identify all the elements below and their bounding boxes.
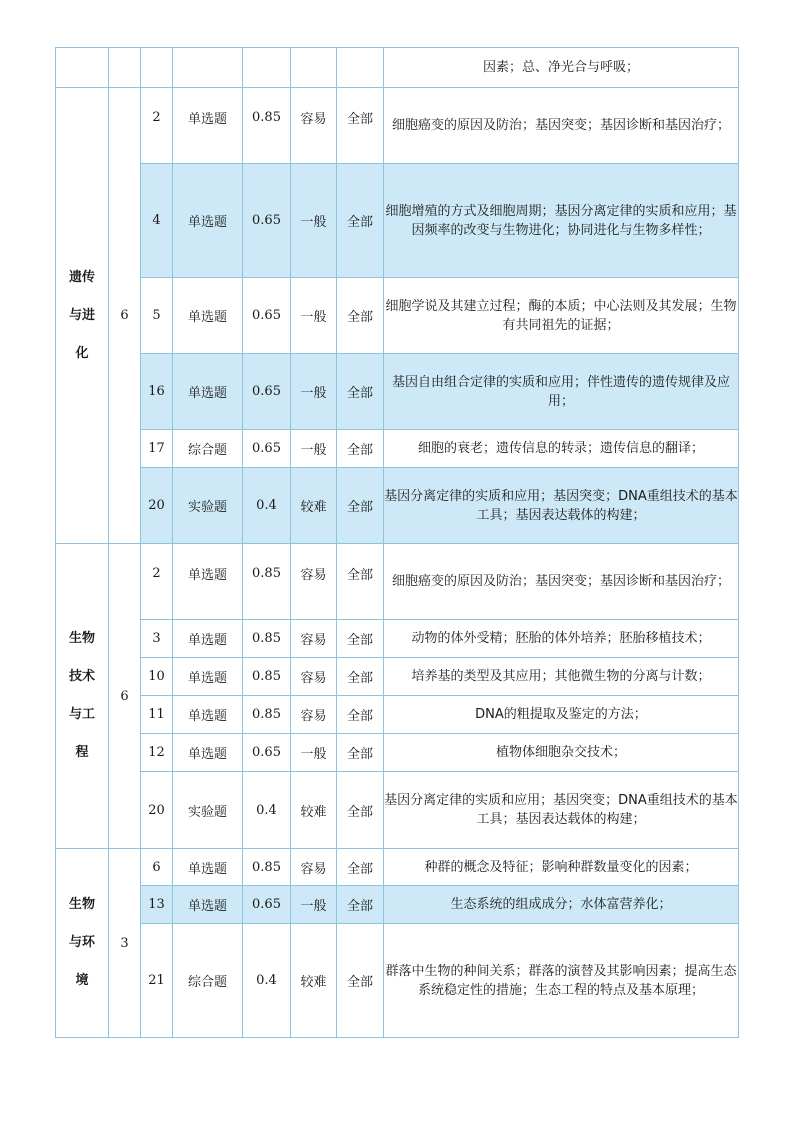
category-cell — [56, 88, 109, 544]
question-type-cell: 单选题 — [173, 88, 243, 164]
difficulty-cell: 一般 — [291, 354, 337, 430]
question-type-cell: 单选题 — [173, 544, 243, 620]
difficulty-value-cell: 0.65 — [243, 430, 291, 468]
knowledge-points-cell: 培养基的类型及其应用；其他微生物的分离与计数； — [384, 658, 739, 696]
question-number-cell: 3 — [141, 620, 173, 658]
difficulty-cell: 较难 — [291, 772, 337, 849]
knowledge-points-cell: 基因自由组合定律的实质和应用；伴性遗传的遗传规律及应用； — [384, 354, 739, 430]
difficulty-value-cell: 0.65 — [243, 354, 291, 430]
difficulty-value-cell: 0.65 — [243, 278, 291, 354]
knowledge-points-cell: 生态系统的组成成分；水体富营养化； — [384, 886, 739, 924]
question-analysis-table — [55, 47, 739, 1038]
question-type-cell — [173, 48, 243, 88]
category-cell — [56, 849, 109, 1038]
category-label: 生物技术与工程 — [68, 631, 95, 760]
difficulty-value-cell: 0.85 — [243, 88, 291, 164]
difficulty-value-cell: 0.4 — [243, 468, 291, 544]
scope-cell: 全部 — [337, 354, 384, 430]
difficulty-cell: 一般 — [291, 734, 337, 772]
difficulty-value-cell: 0.65 — [243, 734, 291, 772]
total-cell — [109, 48, 141, 88]
difficulty-cell: 一般 — [291, 278, 337, 354]
scope-cell: 全部 — [337, 620, 384, 658]
total-cell: 3 — [109, 849, 141, 1038]
table-row — [56, 468, 739, 544]
difficulty-value-cell: 0.85 — [243, 849, 291, 886]
difficulty-cell: 容易 — [291, 620, 337, 658]
scope-cell: 全部 — [337, 886, 384, 924]
question-type-cell: 单选题 — [173, 164, 243, 278]
question-type-cell: 单选题 — [173, 354, 243, 430]
difficulty-cell: 容易 — [291, 544, 337, 620]
question-number-cell: 10 — [141, 658, 173, 696]
question-number-cell: 2 — [141, 544, 173, 620]
table-row — [56, 430, 739, 468]
difficulty-value-cell: 0.65 — [243, 164, 291, 278]
difficulty-cell: 一般 — [291, 164, 337, 278]
question-type-cell: 单选题 — [173, 658, 243, 696]
question-number-cell: 21 — [141, 924, 173, 1038]
scope-cell — [337, 48, 384, 88]
question-number-cell: 2 — [141, 88, 173, 164]
table-row — [56, 696, 739, 734]
scope-cell: 全部 — [337, 430, 384, 468]
difficulty-value-cell: 0.4 — [243, 924, 291, 1038]
scope-cell: 全部 — [337, 278, 384, 354]
difficulty-cell — [291, 48, 337, 88]
question-number-cell — [141, 48, 173, 88]
difficulty-cell: 容易 — [291, 849, 337, 886]
question-type-cell: 实验题 — [173, 772, 243, 849]
knowledge-points-cell: 细胞增殖的方式及细胞周期；基因分离定律的实质和应用；基因频率的改变与生物进化；协同进化与生物多样性； — [384, 164, 739, 278]
table-row — [56, 48, 739, 88]
table-row — [56, 734, 739, 772]
question-type-cell: 单选题 — [173, 734, 243, 772]
question-number-cell: 5 — [141, 278, 173, 354]
question-number-cell: 6 — [141, 849, 173, 886]
difficulty-cell: 容易 — [291, 658, 337, 696]
knowledge-points-cell: 因素；总、净光合与呼吸； — [384, 48, 739, 88]
knowledge-points-cell: 细胞学说及其建立过程；酶的本质；中心法则及其发展；生物有共同祖先的证据； — [384, 278, 739, 354]
question-type-cell: 单选题 — [173, 696, 243, 734]
scope-cell: 全部 — [337, 772, 384, 849]
scope-cell: 全部 — [337, 164, 384, 278]
table-row — [56, 278, 739, 354]
table-row — [56, 849, 739, 886]
question-type-cell: 单选题 — [173, 620, 243, 658]
total-cell: 6 — [109, 544, 141, 849]
question-number-cell: 11 — [141, 696, 173, 734]
scope-cell: 全部 — [337, 468, 384, 544]
scope-cell: 全部 — [337, 658, 384, 696]
difficulty-value-cell — [243, 48, 291, 88]
question-number-cell: 13 — [141, 886, 173, 924]
category-label: 遗传与进化 — [68, 269, 95, 361]
difficulty-cell: 容易 — [291, 88, 337, 164]
knowledge-points-cell: 基因分离定律的实质和应用；基因突变；DNA重组技术的基本工具；基因表达载体的构建； — [384, 772, 739, 849]
difficulty-cell: 较难 — [291, 924, 337, 1038]
question-number-cell: 20 — [141, 772, 173, 849]
table-row — [56, 354, 739, 430]
difficulty-value-cell: 0.85 — [243, 620, 291, 658]
question-type-cell: 综合题 — [173, 924, 243, 1038]
question-number-cell: 17 — [141, 430, 173, 468]
table-row — [56, 924, 739, 1038]
question-type-cell: 单选题 — [173, 278, 243, 354]
knowledge-points-cell: 群落中生物的种间关系；群落的演替及其影响因素；提高生态系统稳定性的措施；生态工程的特点及基本原理； — [384, 924, 739, 1038]
question-number-cell: 16 — [141, 354, 173, 430]
table-row — [56, 658, 739, 696]
difficulty-value-cell: 0.85 — [243, 696, 291, 734]
difficulty-value-cell: 0.85 — [243, 544, 291, 620]
question-type-cell: 综合题 — [173, 430, 243, 468]
table-row — [56, 772, 739, 849]
knowledge-points-cell: 细胞癌变的原因及防治；基因突变；基因诊断和基因治疗； — [384, 544, 739, 620]
difficulty-value-cell: 0.85 — [243, 658, 291, 696]
total-cell: 6 — [109, 88, 141, 544]
scope-cell: 全部 — [337, 544, 384, 620]
category-label: 生物与环境 — [68, 897, 95, 988]
table-row — [56, 620, 739, 658]
difficulty-cell: 较难 — [291, 468, 337, 544]
difficulty-value-cell: 0.65 — [243, 886, 291, 924]
knowledge-points-cell: 细胞癌变的原因及防治；基因突变；基因诊断和基因治疗； — [384, 88, 739, 164]
knowledge-points-cell: 种群的概念及特征；影响种群数量变化的因素； — [384, 849, 739, 886]
category-cell — [56, 544, 109, 849]
knowledge-points-cell: 细胞的衰老；遗传信息的转录；遗传信息的翻译； — [384, 430, 739, 468]
category-cell — [56, 48, 109, 88]
scope-cell: 全部 — [337, 734, 384, 772]
difficulty-cell: 一般 — [291, 886, 337, 924]
question-number-cell: 12 — [141, 734, 173, 772]
question-type-cell: 单选题 — [173, 886, 243, 924]
knowledge-points-cell: DNA的粗提取及鉴定的方法； — [384, 696, 739, 734]
scope-cell: 全部 — [337, 88, 384, 164]
table-row — [56, 164, 739, 278]
scope-cell: 全部 — [337, 924, 384, 1038]
question-type-cell: 实验题 — [173, 468, 243, 544]
knowledge-points-cell: 植物体细胞杂交技术； — [384, 734, 739, 772]
knowledge-points-cell: 基因分离定律的实质和应用；基因突变；DNA重组技术的基本工具；基因表达载体的构建； — [384, 468, 739, 544]
question-type-cell: 单选题 — [173, 849, 243, 886]
table-row — [56, 544, 739, 620]
question-number-cell: 4 — [141, 164, 173, 278]
table-row — [56, 88, 739, 164]
difficulty-cell: 一般 — [291, 430, 337, 468]
question-number-cell: 20 — [141, 468, 173, 544]
difficulty-value-cell: 0.4 — [243, 772, 291, 849]
difficulty-cell: 容易 — [291, 696, 337, 734]
table-row — [56, 886, 739, 924]
scope-cell: 全部 — [337, 696, 384, 734]
knowledge-points-cell: 动物的体外受精；胚胎的体外培养；胚胎移植技术； — [384, 620, 739, 658]
question-analysis-sheet — [55, 47, 738, 1038]
scope-cell: 全部 — [337, 849, 384, 886]
